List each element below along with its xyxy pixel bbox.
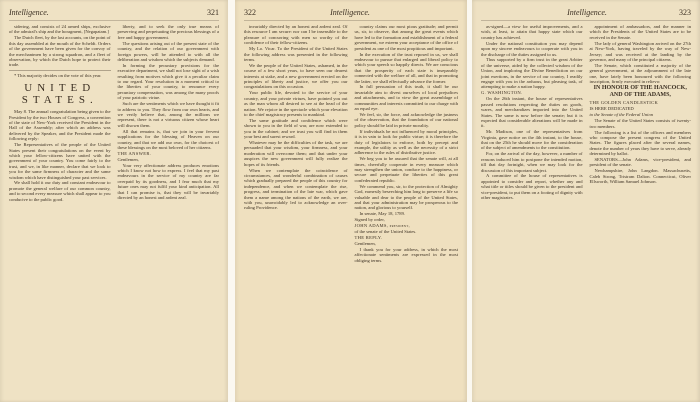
page-gutter: [228, 0, 235, 402]
running-head-title: Intelligence.: [567, 8, 607, 17]
dateline: In senate, May 18, 1789.: [359, 211, 406, 217]
paragraph: In the execution of the trust reposed in us, we shall endeavour to pursue that enlarged and liberal policy to which your speech so happily directs. We are conscious that the prosperity of each state is inseparably connected with the welfare of all, and that in promoting the latter, we shall effectually advance the former.: [354, 51, 458, 84]
paragraph: sidering, and consists of 24 armed ships, exclusive of the admiral's ship and the horagment, [Negapatam.]: [9, 24, 111, 35]
paragraph: Thus supported by a firm trust in the great Arbiter of the universe, aided by the collected wisdom of the Union, and imploring the Divine Benediction on our joint exertions, in the service of our country, I readily engage with you in the arduous, but pleasing task, of attempting to make a nation happy.: [481, 57, 583, 90]
paragraph: The Senate of the United States consists of twenty-two members.: [589, 118, 691, 129]
page-323: [472, 0, 700, 402]
inscription-line: to the Senate of the Federal Union: [589, 112, 654, 118]
paragraph: Mr. Madison, one of the representatives from Virginia, gave notice on the 4th instant, to the house, that on the 25th he should move for the consideration of the subject of amendments to the constitution.: [481, 129, 583, 151]
running-head: [9, 8, 219, 21]
paragraph: Under the national constitution you may depend upon my sincere endeavours to cooperate with you in the discharge of the duties assigned to us.: [481, 40, 583, 57]
paragraph: Whatever may be the difficulties of the task, we are persuaded that your wisdom, your firmness, and your moderation will overcome them; and that under your auspices the new government will fully realize the hopes of its friends.: [244, 140, 348, 167]
paragraph: as-signed—a view for useful improvements, and a wish, at least, to attain that happy state which our country has achieved.: [481, 24, 583, 40]
text-columns: [481, 24, 691, 201]
inscription-line: IS HERE DEDICATED: [589, 106, 634, 112]
paragraph: If individuals be not influenced by moral principles, it is in vain to look for public virtue; it is therefore the duty of legislators to enforce, both by precept and example, the utility as well as the necessity of a strict adherence to the rules of distributive justice.: [354, 128, 458, 156]
column-left: [9, 24, 111, 202]
section-masthead: UNITED STATES.: [21, 82, 98, 107]
column-right: [118, 24, 220, 202]
text-columns: [244, 24, 458, 263]
paragraph: The Senate, which constituted a majority of the general government, at the adjournment of the late one, have lately been honoured with the following inscription, firmly executed in relievo:: [589, 62, 691, 85]
paragraph: We commend you, sir, to the protection of Almighty God, earnestly beseeching him long to preserve a life so valuable and dear to the people of the United States, and that your administration may be prosperous to the nation, and glorious to yourself.: [354, 183, 458, 211]
paragraph: appointment of ambassadors, and the manner in which the Presidents of the United States are to be received in the Senate.: [589, 24, 691, 40]
column-right: [355, 24, 459, 263]
paragraph: The Representatives of the people of the United States present their congratulations on the event by which your fellow-citizens have united with the government of your country. You come fairly to the trust, and we, in like manner, declare that we look to you for the same firmness of character and the same wisdom which have distinguished your past services.: [9, 142, 111, 180]
running-head: [481, 8, 691, 21]
signatory: JOHN ADAMS, president,: [354, 223, 410, 229]
page-number: 322: [244, 8, 256, 17]
paragraph: invariably directed by an honest and ardent zeal. Of this resource I am secure: nor can I be insensible to the pleasure of concurring with men so worthy of the confidence of their fellow-citizens.: [244, 24, 348, 46]
inscription-line: THE GOLDEN CANDLESTICK: [589, 100, 659, 106]
paragraph: We the people of the United States, ashamed, in the course of a few short years, to have seen our dearest interests at stake, and a new government erected on the principles of liberty and justice, we offer you our congratulations on this occasion.: [244, 62, 348, 90]
paragraph: liberty, and to seek the only true means of preserving and perpetuating the precious blessings of a free and happy government.: [117, 24, 219, 40]
paragraph: I thank you for your address, in which the most affectionate sentiments are expressed in the most obliging terms.: [354, 246, 458, 263]
page-number: 321: [207, 8, 219, 17]
paragraph: We feel, sir, the force, and acknowledge the justness of the observation, that the foundation of our national policy should be laid in private morality.: [354, 112, 458, 128]
paragraph: Newhampshire, John Langdon. Massachusetts, Caleb Strong, Tristram Dalton. Connecticut, Oliver Ellsworth, William Samuel Johnson.: [589, 168, 691, 185]
paragraph: My Lo. Vicar. To the President of the United States the following address was presented in the following terms.: [244, 46, 348, 62]
salutation: Gentlemen,: [354, 240, 376, 246]
paragraph: The lady of general Washington arrived on the 27th at New-York, having traveled by the way of New-Jersey; and was received at the landing by the governor, and many of the principal citizens.: [589, 40, 691, 62]
paragraph: When we contemplate the coincidence of circumstances, and wonderful combination of causes which gradually prepared the people of this country for independence, and when we contemplate the rise, progress, and termination of the late war, which gave them a name among the nations of the earth, we are, with you, unavoidably led to acknowledge an over-ruling Providence.: [244, 167, 348, 211]
column-right: [590, 24, 692, 201]
signatory-title: of the senate of the United States.: [354, 229, 417, 235]
column-left: [244, 24, 348, 263]
salutation: Gentlemen,: [117, 156, 139, 162]
paragraph: Your very affectionate address produces emotions which I know not how to express. I feel that my past endeavours in the service of my country are far overpaid by its goodness, and I fear much that my future ones may not fulfil your kind anticipation. All that I can promise is, that they will be invariably directed by an honest and ardent zeal.: [117, 162, 219, 201]
column-left: [481, 24, 583, 201]
paragraph: Such are the sentiments which we have thought it fit to address to you. They flow from our own hearts, and we verily believe that, among the millions we represent, there is not a virtuous citizen whose heart will disown them.: [117, 101, 219, 128]
page-322: [235, 0, 467, 402]
paragraph: In forming the pecuniary provisions for the executive department, we shall not lose sight of a wish resulting from motives which give it a peculiar claim to our regard. Your resolution in a moment critical to the liberties of your country, to renounce every pecuniary compensation, was among the many proofs of your patriotic virtue.: [117, 62, 219, 101]
paragraph: The same gratitude and confidence which were shown to you in the field of war, are now extended to you in the cabinet; and we trust you will find in them your best and surest reward.: [244, 117, 348, 140]
paragraph: A committee of the house of representatives is appointed to consider and report, whether any and what title or titles should be given to the president and vice-president, to put them on a footing of dignity with other magistrates.: [481, 173, 583, 201]
paragraph: In full persuasion of this truth, it shall be our invariable aim to divest ourselves of local prejudices and attachments, and to view the great assemblage of communities and interests committed to our charge with an equal eye.: [354, 84, 458, 112]
paragraph: The Dutch fleet, by the last accounts, on the point of this day assembled at the mouth of the Scheldt. Orders of the government have been given for the convoy of the merchantmen by a strong squadron, and a fleet of observation, by which the Dutch hope to protect their trade.: [9, 35, 111, 68]
paragraph: May 8. The annual congratulation being given to the President by the two Houses of Congress, a convention of the state of New-York received the President in the Hall of the Assembly; after which an address was delivered by the Speaker, and the President made the following reply:: [9, 109, 111, 142]
running-head-title: Intelligence.: [9, 8, 49, 17]
paragraph: On the 26th instant, the house of representatives passed resolutions respecting the duties on goods, wares, and merchandizes imported into the United States. The same is now before the senate; but it is expected that considerable alterations will be made in it.: [481, 96, 583, 129]
footnote: * This majority decides on the vote of this year.: [14, 72, 102, 78]
running-head: [244, 8, 458, 21]
page-number: 323: [678, 8, 691, 17]
paragraph: Your public life, devoted to the service of your country, and your private virtues, have pointed you out as the man whom all desired to see at the head of the nation. We rejoice in the spectacle which your elevation to the chief magistracy presents to mankind.: [244, 90, 348, 117]
divider: [9, 70, 111, 71]
paragraph: All that remains is, that we join in your fervent supplications for the blessing of Heaven on our country, and that we add our own, for the choicest of these blessings on the most beloved of her citizens.: [117, 128, 219, 150]
paragraph: SENATORS—John Adams, vice-president, and president of the senate.: [589, 157, 691, 168]
inscription-heading: IN HONOUR OF THE HANCOCK, AND OF THE ADAMS,: [593, 85, 687, 99]
paragraph: We shall hold it our duty and constant endeavour to promote the general welfare of our common country, and to second every measure which shall appear to you conducive to the public good.: [9, 180, 111, 202]
paragraph: We beg you to be assured that the senate will, at all times, cheerfully cooperate in every measure which may strengthen the union, conduce to the happiness, or secure and perpetuate the liberties of this great confederated republic.: [354, 156, 458, 183]
text-columns: [9, 24, 219, 202]
paragraph: For, on the arrival of the day, however, a number of reasons induced him to postpone the intended motion, till that day fortnight, when we may look for the discussion of this important subject.: [481, 151, 583, 173]
paragraph: The following is a list of the officers and members who compose the present congress of the United States. The figures placed after the several names, denote the number of years they have to serve, already determined by ballot.: [589, 129, 691, 157]
signature-line: Signed by order,: [354, 217, 385, 223]
page-321: [0, 0, 228, 402]
running-head-title: Intelligence.: [330, 8, 370, 17]
signature: G. WASHINGTON.: [481, 90, 523, 96]
section-heading: THE REPLY.: [354, 234, 383, 240]
section-heading: THE ANSWER.: [117, 150, 152, 156]
paragraph: country claims our most pious gratitude; and permit us, sir, to observe, that among the great events which have led to the formation and establishment of a federal government, we esteem your acceptance of the office of president as one of the most propitious and important.: [354, 24, 458, 51]
paragraph: The questions arising out of the present state of the country, and the relation of our government with foreign powers, will be attended to with all the deliberation and wisdom which the subjects demand.: [117, 40, 219, 62]
